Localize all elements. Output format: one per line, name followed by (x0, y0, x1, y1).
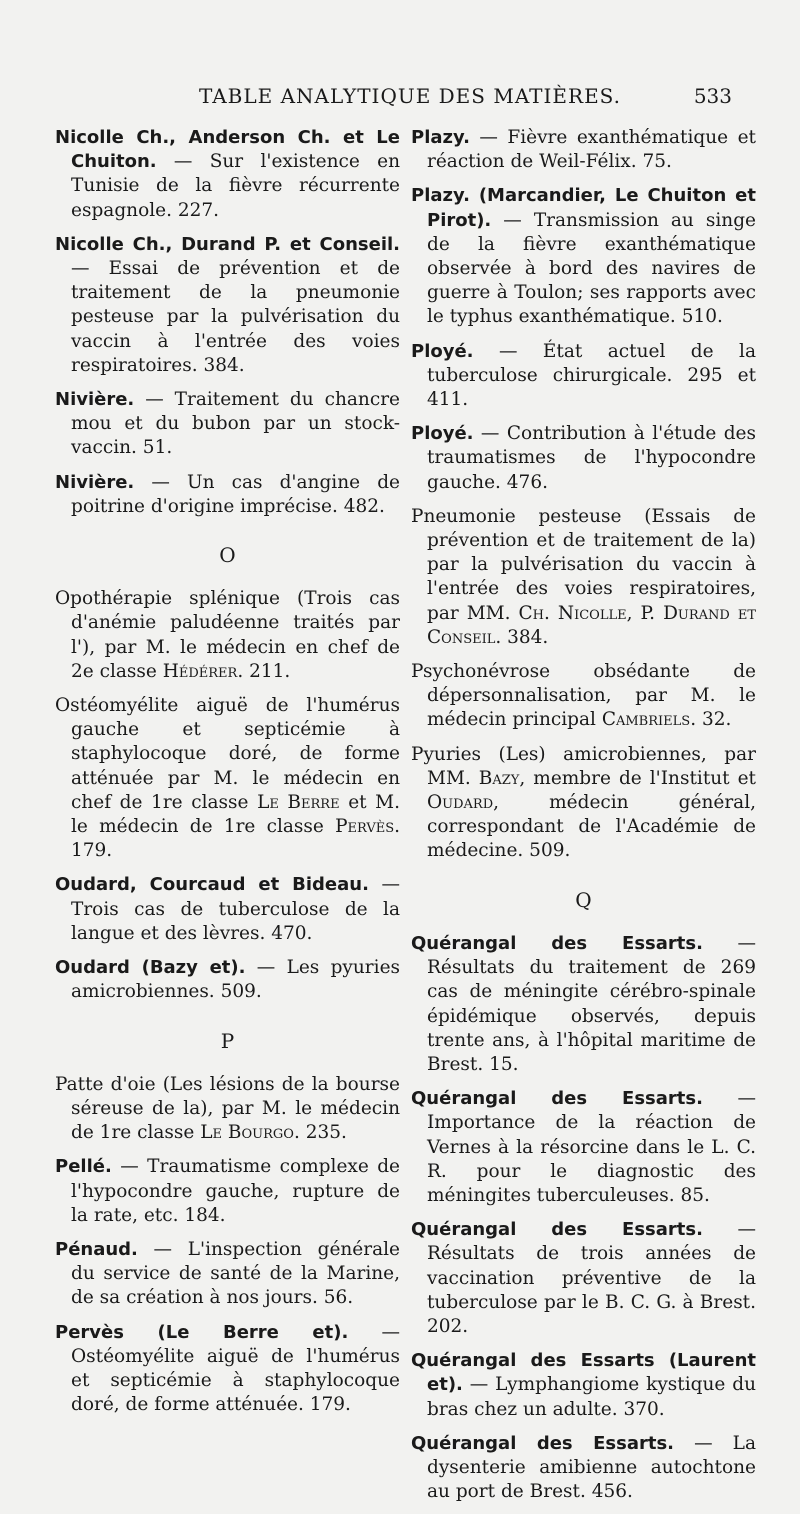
entry-author: Quérangal des Essarts. (411, 1088, 703, 1110)
entry-text: — Lymphangiome kystique du bras chez un adulte. 370. (427, 1374, 756, 1420)
entry-author: Pervès (Le Berre et). (55, 1321, 349, 1343)
entry-text: . 179. (71, 816, 400, 862)
entry-author-name: Le Berre (257, 791, 340, 813)
entry-author: Quérangal des Essarts. (411, 1432, 675, 1454)
index-entry (55, 694, 400, 863)
section-letter-p: P (220, 1028, 235, 1053)
index-entry (55, 956, 400, 1004)
section-letter-o: O (219, 543, 236, 568)
entry-text: — Sur l'existence en Tunisie de la fièvre récurrente espagnole. 227. (71, 151, 400, 221)
page-number: 533 (693, 84, 732, 108)
index-entry (411, 1432, 756, 1505)
entry-author-name: Ch. Nicolle, P. Durand et Conseil (427, 602, 756, 648)
entry-author-name: Oudard (427, 792, 494, 814)
entry-text: — Résultats du traitement de 269 cas de méningite cérébro-spinale épidémique observés, depuis trente ans, à l'hôpital maritime de Brest. 15. (427, 932, 757, 1075)
entry-text: — État actuel de la tuberculose chirurgicale. 295 et 411. (427, 340, 756, 411)
entry-text: . 211. (237, 660, 291, 682)
entry-author: Oudard, Courcaud et Bideau. (55, 874, 369, 896)
index-entry (55, 388, 400, 461)
index-entry (55, 587, 400, 684)
entry-text: . 32. (690, 709, 732, 731)
entry-author: Plazy. (Marcandier, Le Chuiton et Pirot). (411, 185, 756, 231)
entry-text: — Un cas d'angine de poitrine d'origine imprécise. 482. (71, 471, 400, 517)
right-column (411, 126, 756, 1514)
entry-text: — Importance de la réaction de Vernes à la résorcine dans le L. C. R. pour le diagnostic des méningites tuberculeuses. 85. (427, 1088, 757, 1206)
entry-author: Pénaud. (55, 1238, 138, 1260)
index-entry (55, 1155, 400, 1228)
index-entry (55, 1073, 400, 1146)
entry-text: . 235. (293, 1122, 347, 1144)
entry-text: — Ostéomyélite aiguë de l'humérus et septicémie à staphylocoque doré, de forme atténuée. 179. (71, 1321, 400, 1416)
entry-author: Ployé. (411, 423, 474, 445)
left-column (55, 126, 400, 1427)
entry-text: , membre de l'Institut et (519, 767, 756, 789)
entry-author-name: Bazy (478, 767, 520, 789)
section-letter-q: Q (575, 887, 592, 912)
entry-text: — Traitement du chancre mou et du bubon par un stock-vaccin. 51. (71, 389, 400, 459)
entry-text: — L'inspection générale du service de santé de la Marine, de sa création à nos jours. 56. (71, 1238, 400, 1309)
running-head (60, 84, 760, 114)
entry-author-name: Pervès (335, 816, 395, 838)
index-entry (411, 126, 756, 174)
index-entry (55, 1321, 400, 1418)
entry-text: — Essai de prévention et de traitement de la pneumonie pesteuse par la pulvérisation du vaccin à l'entrée des voies respiratoires. 384. (71, 258, 400, 376)
entry-text: — Trois cas de tuberculose de la langue et des lèvres. 470. (71, 874, 400, 944)
index-entry (411, 184, 756, 329)
index-entry (411, 660, 756, 733)
entry-author: Quérangal des Essarts. (411, 932, 703, 954)
entry-author-name: Le Bourgo (200, 1122, 294, 1144)
entry-author: Oudard (Bazy et). (55, 957, 246, 979)
entry-author-name: Hédérer (162, 660, 238, 682)
entry-author: Plazy. (411, 127, 470, 148)
entry-author: Ployé. (411, 340, 474, 362)
index-entry (55, 126, 400, 223)
entry-author: Nivière. (55, 389, 135, 411)
entry-text: — Fièvre exanthématique et réaction de Weil-Félix. 75. (427, 127, 756, 173)
entry-text: , médecin général, correspondant de l'Académie de médecine. 509. (427, 792, 756, 862)
entry-text: — Contribution à l'étude des traumatismes de l'hypocondre gauche. 476. (427, 423, 756, 493)
entry-author: Nicolle Ch., Durand P. et Conseil. (55, 233, 400, 255)
index-entry (55, 471, 400, 519)
entry-text: — La dysenterie amibienne autochtone au port de Brest. 456. (427, 1432, 756, 1503)
entry-text: — Transmission au singe de la fièvre exanthématique observée à bord des navires de guerre à Toulon; ses rapports avec le typhus exanthématique. 510. (427, 209, 756, 328)
index-entry (55, 233, 400, 378)
entry-text: . 384. (495, 626, 549, 648)
index-entry (411, 340, 756, 413)
entry-author: Nivière. (55, 471, 135, 493)
entry-author: Nicolle Ch., Anderson Ch. et Le Chuiton. (55, 127, 400, 173)
index-entry (411, 422, 756, 495)
index-entry (55, 1238, 400, 1311)
entry-text: — Traumatisme complexe de l'hypocondre gauche, rupture de la rate, etc. 184. (71, 1156, 400, 1226)
entry-text: — Les pyuries amicrobiennes. 509. (71, 957, 401, 1003)
index-entry (411, 505, 756, 650)
entry-author-name: Cambriels (601, 709, 691, 731)
index-entry (411, 932, 756, 1077)
entry-text: Opothérapie splénique (Trois cas d'anémie paludéenne traités par l'), par M. le médecin en chef de 2e classe (55, 588, 400, 682)
entry-author: Pellé. (55, 1156, 112, 1178)
index-entry (411, 743, 756, 864)
entry-author: Quérangal des Essarts. (411, 1219, 703, 1241)
index-entry (411, 1218, 756, 1339)
entry-text: et M. le médecin de 1re classe (71, 791, 400, 838)
entry-text: Pneumonie pesteuse (Essais de prévention et de traitement de la) par la pulvérisation du vaccin à l'entrée des voies respiratoires, par MM. (411, 505, 756, 624)
index-entry (411, 1349, 756, 1422)
entry-text: Patte d'oie (Les lésions de la bourse séreuse de la), par M. le médecin de 1re classe (55, 1073, 400, 1144)
entry-author: Quérangal des Essarts (Laurent et). (411, 1350, 756, 1396)
entry-text: Psychonévrose obsédante de dépersonnalisation, par M. le médecin principal (411, 661, 756, 731)
page-title: TABLE ANALYTIQUE DES MATIÈRES. (198, 84, 622, 108)
index-entry (411, 1087, 756, 1208)
entry-text: Pyuries (Les) amicrobiennes, par MM. (411, 743, 756, 789)
index-entry (55, 873, 400, 946)
entry-text: — Résultats de trois années de vaccination préventive de la tuberculose par le B. C. G. à Brest. 202. (427, 1219, 757, 1337)
entry-text: Ostéomyélite aiguë de l'humérus gauche et septicémie à staphylocoque doré, de forme atténuée par M. le médecin en chef de 1re classe (55, 695, 400, 813)
